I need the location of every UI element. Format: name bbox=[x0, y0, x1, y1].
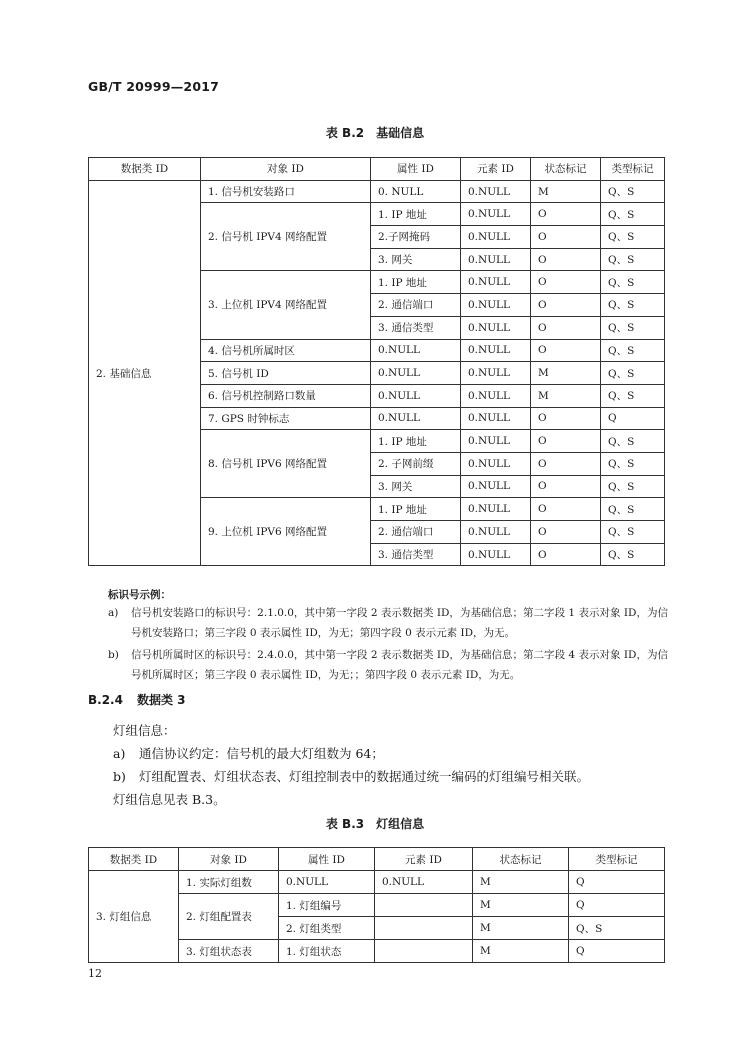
data-class-cell: 2. 基础信息 bbox=[89, 180, 201, 566]
elem-cell: 0.NULL bbox=[461, 203, 531, 226]
elem-cell: 0.NULL bbox=[461, 430, 531, 453]
document-id: GB/T 20999—2017 bbox=[88, 79, 220, 94]
attr-cell: 3. 网关 bbox=[371, 248, 461, 271]
attr-cell: 2. 通信端口 bbox=[371, 521, 461, 544]
status-cell: O bbox=[531, 339, 601, 362]
table-b2-name: 基础信息 bbox=[376, 126, 425, 140]
attr-cell: 1. IP 地址 bbox=[371, 430, 461, 453]
data-class-cell: 3. 灯组信息 bbox=[89, 871, 179, 963]
status-cell: M bbox=[531, 180, 601, 203]
elem-cell bbox=[375, 894, 473, 917]
col-header: 类型标记 bbox=[601, 158, 665, 181]
elem-cell bbox=[375, 917, 473, 940]
status-cell: M bbox=[473, 940, 569, 963]
col-header: 元素 ID bbox=[375, 848, 473, 871]
attr-cell: 0.NULL bbox=[371, 339, 461, 362]
attr-cell: 3. 通信类型 bbox=[371, 543, 461, 566]
attr-cell: 2. 子网前缀 bbox=[371, 452, 461, 475]
type-cell: Q bbox=[569, 894, 665, 917]
object-cell: 9. 上位机 IPV6 网络配置 bbox=[201, 498, 371, 566]
table-b3-number: 表 B.3 bbox=[325, 817, 365, 831]
status-cell: M bbox=[473, 894, 569, 917]
type-cell: Q、S bbox=[601, 452, 665, 475]
type-cell: Q、S bbox=[601, 226, 665, 249]
status-cell: O bbox=[531, 316, 601, 339]
attr-cell: 1. IP 地址 bbox=[371, 203, 461, 226]
attr-cell: 3. 通信类型 bbox=[371, 316, 461, 339]
object-cell: 5. 信号机 ID bbox=[201, 362, 371, 385]
attr-cell: 2. 通信端口 bbox=[371, 294, 461, 317]
type-cell: Q bbox=[569, 940, 665, 963]
status-cell: O bbox=[531, 226, 601, 249]
type-cell: Q bbox=[569, 871, 665, 894]
body-item-b-tag: b) bbox=[113, 769, 126, 784]
table-row bbox=[89, 871, 665, 894]
col-header: 类型标记 bbox=[569, 848, 665, 871]
attr-cell: 1. 灯组状态 bbox=[279, 940, 375, 963]
section-title: 数据类 3 bbox=[136, 693, 186, 707]
col-header: 属性 ID bbox=[371, 158, 461, 181]
elem-cell: 0.NULL bbox=[375, 871, 473, 894]
body-table-ref: 灯组信息见表 B.3。 bbox=[113, 792, 226, 807]
note-b-tag: b) bbox=[108, 649, 119, 661]
elem-cell: 0.NULL bbox=[461, 294, 531, 317]
notes-heading: 标识号示例： bbox=[108, 589, 171, 601]
col-header: 数据类 ID bbox=[89, 848, 179, 871]
type-cell: Q、S bbox=[601, 294, 665, 317]
type-cell: Q、S bbox=[601, 384, 665, 407]
col-header: 数据类 ID bbox=[89, 158, 201, 181]
type-cell: Q、S bbox=[569, 917, 665, 940]
status-cell: O bbox=[531, 430, 601, 453]
status-cell: O bbox=[531, 294, 601, 317]
status-cell: M bbox=[473, 917, 569, 940]
status-cell: M bbox=[531, 384, 601, 407]
elem-cell: 0.NULL bbox=[461, 226, 531, 249]
section-number: B.2.4 bbox=[88, 693, 123, 707]
elem-cell: 0.NULL bbox=[461, 543, 531, 566]
status-cell: O bbox=[531, 203, 601, 226]
status-cell: O bbox=[531, 521, 601, 544]
object-cell: 4. 信号机所属时区 bbox=[201, 339, 371, 362]
status-cell: O bbox=[531, 271, 601, 294]
col-header: 对象 ID bbox=[179, 848, 279, 871]
table-header-row bbox=[89, 848, 665, 871]
type-cell: Q、S bbox=[601, 339, 665, 362]
section-heading bbox=[88, 691, 186, 708]
elem-cell bbox=[375, 940, 473, 963]
type-cell: Q、S bbox=[601, 203, 665, 226]
type-cell: Q、S bbox=[601, 362, 665, 385]
type-cell: Q、S bbox=[601, 180, 665, 203]
page-number: 12 bbox=[88, 967, 102, 980]
attr-cell: 0.NULL bbox=[279, 871, 375, 894]
object-cell: 2. 灯组配置表 bbox=[179, 894, 279, 940]
body-intro: 灯组信息： bbox=[113, 723, 176, 738]
object-cell: 3. 上位机 IPV4 网络配置 bbox=[201, 271, 371, 339]
attr-cell: 0.NULL bbox=[371, 362, 461, 385]
object-cell: 6. 信号机控制路口数量 bbox=[201, 384, 371, 407]
status-cell: O bbox=[531, 475, 601, 498]
table-b3-title bbox=[0, 815, 750, 832]
type-cell: Q bbox=[601, 407, 665, 430]
type-cell: Q、S bbox=[601, 521, 665, 544]
body-item-b bbox=[113, 767, 589, 785]
attr-cell: 1. 灯组编号 bbox=[279, 894, 375, 917]
attr-cell: 1. IP 地址 bbox=[371, 498, 461, 521]
attr-cell: 2. 灯组类型 bbox=[279, 917, 375, 940]
table-b2-number: 表 B.2 bbox=[325, 126, 365, 140]
object-cell: 8. 信号机 IPV6 网络配置 bbox=[201, 430, 371, 498]
attr-cell: 0.NULL bbox=[371, 384, 461, 407]
note-a-tag: a) bbox=[108, 607, 119, 619]
elem-cell: 0.NULL bbox=[461, 521, 531, 544]
type-cell: Q、S bbox=[601, 543, 665, 566]
elem-cell: 0.NULL bbox=[461, 339, 531, 362]
note-b-text: 信号机所属时区的标识号：2.4.0.0，其中第一字段 2 表示数据类 ID，为基础信息；第二字段 4 表示对象 ID，为信号机所属时区；第三字段 0 表示属性 ID，为无；；第四字段 0 表示元素 ID，为无。 bbox=[131, 649, 668, 681]
table-header-row bbox=[89, 158, 665, 181]
elem-cell: 0.NULL bbox=[461, 180, 531, 203]
elem-cell: 0.NULL bbox=[461, 271, 531, 294]
body-item-a bbox=[113, 744, 384, 762]
object-cell: 1. 信号机安装路口 bbox=[201, 180, 371, 203]
attr-cell: 3. 网关 bbox=[371, 475, 461, 498]
type-cell: Q、S bbox=[601, 475, 665, 498]
object-cell: 7. GPS 时钟标志 bbox=[201, 407, 371, 430]
attr-cell: 0. NULL bbox=[371, 180, 461, 203]
body-item-a-tag: a) bbox=[113, 746, 126, 761]
status-cell: O bbox=[531, 407, 601, 430]
elem-cell: 0.NULL bbox=[461, 316, 531, 339]
status-cell: M bbox=[473, 871, 569, 894]
elem-cell: 0.NULL bbox=[461, 498, 531, 521]
table-b2 bbox=[88, 157, 665, 566]
col-header: 状态标记 bbox=[473, 848, 569, 871]
elem-cell: 0.NULL bbox=[461, 475, 531, 498]
object-cell: 1. 实际灯组数 bbox=[179, 871, 279, 894]
note-a-text: 信号机安装路口的标识号：2.1.0.0，其中第一字段 2 表示数据类 ID，为基础信息；第二字段 1 表示对象 ID，为信号机安装路口；第三字段 0 表示属性 ID，为无；第四字段 0 表示元素 ID，为无。 bbox=[131, 607, 668, 639]
elem-cell: 0.NULL bbox=[461, 407, 531, 430]
note-a bbox=[108, 603, 668, 643]
col-header: 元素 ID bbox=[461, 158, 531, 181]
type-cell: Q、S bbox=[601, 316, 665, 339]
elem-cell: 0.NULL bbox=[461, 384, 531, 407]
col-header: 对象 ID bbox=[201, 158, 371, 181]
type-cell: Q、S bbox=[601, 271, 665, 294]
attr-cell: 2.子网掩码 bbox=[371, 226, 461, 249]
status-cell: M bbox=[531, 362, 601, 385]
object-cell: 2. 信号机 IPV4 网络配置 bbox=[201, 203, 371, 271]
elem-cell: 0.NULL bbox=[461, 452, 531, 475]
type-cell: Q、S bbox=[601, 248, 665, 271]
table-b2-title bbox=[0, 124, 750, 141]
body-item-b-text: 灯组配置表、灯组状态表、灯组控制表中的数据通过统一编码的灯组编号相关联。 bbox=[139, 769, 590, 784]
table-b3 bbox=[88, 847, 665, 963]
table-b3-name: 灯组信息 bbox=[376, 817, 425, 831]
elem-cell: 0.NULL bbox=[461, 248, 531, 271]
elem-cell: 0.NULL bbox=[461, 362, 531, 385]
object-cell: 3. 灯组状态表 bbox=[179, 940, 279, 963]
status-cell: O bbox=[531, 543, 601, 566]
status-cell: O bbox=[531, 248, 601, 271]
type-cell: Q、S bbox=[601, 498, 665, 521]
body-item-a-text: 通信协议约定：信号机的最大灯组数为 64； bbox=[139, 746, 384, 761]
table-row bbox=[89, 180, 665, 203]
col-header: 状态标记 bbox=[531, 158, 601, 181]
status-cell: O bbox=[531, 498, 601, 521]
attr-cell: 0.NULL bbox=[371, 407, 461, 430]
type-cell: Q、S bbox=[601, 430, 665, 453]
status-cell: O bbox=[531, 452, 601, 475]
note-b bbox=[108, 645, 668, 685]
attr-cell: 1. IP 地址 bbox=[371, 271, 461, 294]
col-header: 属性 ID bbox=[279, 848, 375, 871]
